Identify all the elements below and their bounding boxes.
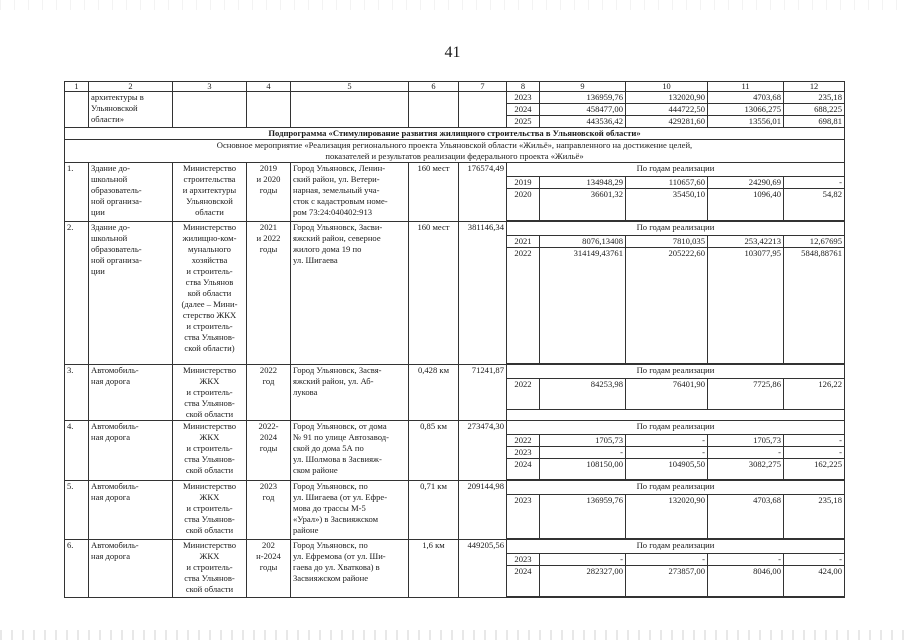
amount-cell: - xyxy=(708,554,784,566)
main-event-row xyxy=(65,140,845,163)
address: Город Ульяновск, по ул. Ефремова (от ул. Ши- гаева до ул. Хваткова) в Засвияжском районе xyxy=(291,540,409,598)
amount-cell: 36601,32 xyxy=(540,189,626,221)
amount-cell: 13556,01 xyxy=(708,116,784,128)
year-cell: 2024 xyxy=(507,566,540,597)
amount-cell: 132020,90 xyxy=(626,92,708,104)
by-years-label: По годам реализации xyxy=(507,222,845,236)
amount-cell: 162,225 xyxy=(784,459,845,480)
total-cost: 273474,30 xyxy=(459,421,507,481)
amount-cell: 424,00 xyxy=(784,566,845,597)
column-header: 5 xyxy=(291,82,409,92)
address: Город Ульяновск, Засвя- яжский район, ул. Аб- лукова xyxy=(291,365,409,421)
year-cell: 2022 xyxy=(507,435,540,447)
address: Город Ульяновск, Ленин- ский район, ул. Ветери- нарная, земельный уча- сток с кадастровым номе- ром 73:24:040402:913 xyxy=(291,163,409,222)
spacer-cell xyxy=(784,410,845,421)
address: Город Ульяновск, Засви- яжский район, северное жилого дома 19 по ул. Шигаева xyxy=(291,222,409,365)
by-years-label: По годам реализации xyxy=(507,365,845,379)
amount-cell: 84253,98 xyxy=(540,379,626,410)
amount-cell: 205222,60 xyxy=(626,248,708,364)
year-cell: 2024 xyxy=(507,104,540,116)
column-header: 1 xyxy=(65,82,89,92)
amount-cell: 1096,40 xyxy=(708,189,784,221)
customer-name: Министерство ЖКХ и строитель- ства Ульянов- ской области xyxy=(173,365,247,421)
amount-cell: 5848,88761 xyxy=(784,248,845,364)
table-cell xyxy=(65,92,89,128)
amount-cell: - xyxy=(784,554,845,566)
address: Город Ульяновск, по ул. Шигаева (от ул. Ефре- мова до трассы М-5 «Урал») в Засвияжском районе xyxy=(291,481,409,540)
amount-cell: 54,82 xyxy=(784,189,845,221)
amount-cell: 134948,29 xyxy=(540,177,626,189)
amount-cell: 1705,73 xyxy=(708,435,784,447)
object-name: архитектуры в Ульяновской области» xyxy=(89,92,173,128)
amount-cell: 8076,13408 xyxy=(540,236,626,248)
amount-cell: 1705,73 xyxy=(540,435,626,447)
spacer-cell xyxy=(507,410,540,421)
column-header: 11 xyxy=(708,82,784,92)
header-row xyxy=(65,82,845,92)
object-name: Автомобиль- ная дорога xyxy=(89,481,173,540)
column-header: 10 xyxy=(626,82,708,92)
amount-cell: 4703,68 xyxy=(708,92,784,104)
budget-table xyxy=(64,81,845,598)
amount-cell: - xyxy=(626,435,708,447)
amount-cell: 235,18 xyxy=(784,495,845,539)
amount-cell: 136959,76 xyxy=(540,92,626,104)
amount-cell: 443536,42 xyxy=(540,116,626,128)
item-number: 6. xyxy=(65,540,89,598)
amount-cell: - xyxy=(540,554,626,566)
spacer-cell xyxy=(784,597,845,598)
item-number: 3. xyxy=(65,365,89,421)
total-cost: 449205,56 xyxy=(459,540,507,598)
column-header: 6 xyxy=(409,82,459,92)
customer-name: Министерство ЖКХ и строитель- ства Ульянов- ской области xyxy=(173,481,247,540)
table-cell xyxy=(247,92,291,128)
item-row xyxy=(65,163,845,177)
object-name: Здание до- школьной образователь- ной организа- ции xyxy=(89,163,173,222)
object-name: Здание до- школьной образователь- ной организа- ции xyxy=(89,222,173,365)
column-header: 7 xyxy=(459,82,507,92)
customer-name: Министерство строительства и архитектуры Ульяновской области xyxy=(173,163,247,222)
table-body xyxy=(65,82,845,598)
spacer-cell xyxy=(626,410,708,421)
year-cell: 2025 xyxy=(507,116,540,128)
table-cell xyxy=(459,92,507,128)
spacer-cell xyxy=(540,410,626,421)
amount-cell: - xyxy=(708,447,784,459)
item-row xyxy=(65,421,845,435)
period: 202 н-2024 годы xyxy=(247,540,291,598)
amount-cell: - xyxy=(626,447,708,459)
column-header: 3 xyxy=(173,82,247,92)
by-years-label: По годам реализации xyxy=(507,540,845,554)
period: 2022- 2024 годы xyxy=(247,421,291,481)
amount-cell: - xyxy=(784,435,845,447)
year-cell: 2023 xyxy=(507,554,540,566)
capacity: 0,85 км xyxy=(409,421,459,481)
capacity: 0,428 км xyxy=(409,365,459,421)
amount-cell: 13066,275 xyxy=(708,104,784,116)
item-number: 2. xyxy=(65,222,89,365)
amount-cell: 3082,275 xyxy=(708,459,784,480)
amount-cell: 103077,95 xyxy=(708,248,784,364)
table-cell xyxy=(409,92,459,128)
item-row xyxy=(65,222,845,236)
period: 2023 год xyxy=(247,481,291,540)
year-cell: 2023 xyxy=(507,495,540,539)
total-cost: 71241,87 xyxy=(459,365,507,421)
year-cell: 2020 xyxy=(507,189,540,221)
amount-cell: 282327,00 xyxy=(540,566,626,597)
table-row xyxy=(65,92,845,104)
by-years-label: По годам реализации xyxy=(507,481,845,495)
year-cell: 2022 xyxy=(507,248,540,364)
period: 2021 и 2022 годы xyxy=(247,222,291,365)
page-number: 41 xyxy=(444,44,461,61)
amount-cell: - xyxy=(626,554,708,566)
amount-cell: 132020,90 xyxy=(626,495,708,539)
amount-cell: 458477,00 xyxy=(540,104,626,116)
spacer-cell xyxy=(708,597,784,598)
subprogram-title: Подпрограмма «Стимулирование развития жилищного строительства в Ульяновской области» xyxy=(65,128,845,140)
object-name: Автомобиль- ная дорога xyxy=(89,365,173,421)
total-cost: 209144,98 xyxy=(459,481,507,540)
capacity: 1,6 км xyxy=(409,540,459,598)
column-header: 4 xyxy=(247,82,291,92)
amount-cell: 8046,00 xyxy=(708,566,784,597)
amount-cell: - xyxy=(784,447,845,459)
year-cell: 2024 xyxy=(507,459,540,480)
spacer-cell xyxy=(540,597,626,598)
total-cost: 381146,34 xyxy=(459,222,507,365)
amount-cell: 4703,68 xyxy=(708,495,784,539)
year-cell: 2023 xyxy=(507,92,540,104)
amount-cell: - xyxy=(784,177,845,189)
amount-cell: 110657,60 xyxy=(626,177,708,189)
item-number: 4. xyxy=(65,421,89,481)
item-row xyxy=(65,481,845,495)
period: 2022 год xyxy=(247,365,291,421)
amount-cell: - xyxy=(540,447,626,459)
amount-cell: 104905,50 xyxy=(626,459,708,480)
total-cost: 176574,49 xyxy=(459,163,507,222)
amount-cell: 688,225 xyxy=(784,104,845,116)
amount-cell: 314149,43761 xyxy=(540,248,626,364)
customer-name: Министерство жилищно-ком- мунального хозяйства и строитель- ства Ульянов кой области (далее – Мини- стерство ЖКХ и строитель- ства Ульянов- ской области) xyxy=(173,222,247,365)
year-cell: 2019 xyxy=(507,177,540,189)
by-years-label: По годам реализации xyxy=(507,163,845,177)
amount-cell: 108150,00 xyxy=(540,459,626,480)
object-name: Автомобиль- ная дорога xyxy=(89,540,173,598)
amount-cell: 235,18 xyxy=(784,92,845,104)
table-cell xyxy=(173,92,247,128)
amount-cell: 35450,10 xyxy=(626,189,708,221)
item-row xyxy=(65,540,845,554)
capacity: 160 мест xyxy=(409,222,459,365)
spacer-cell xyxy=(507,597,540,598)
customer-name: Министерство ЖКХ и строитель- ства Ульянов- ской области xyxy=(173,421,247,481)
amount-cell: 126,22 xyxy=(784,379,845,410)
amount-cell: 136959,76 xyxy=(540,495,626,539)
amount-cell: 253,42213 xyxy=(708,236,784,248)
spacer-cell xyxy=(708,410,784,421)
item-number: 1. xyxy=(65,163,89,222)
amount-cell: 7810,035 xyxy=(626,236,708,248)
amount-cell: 7725,86 xyxy=(708,379,784,410)
column-header: 12 xyxy=(784,82,845,92)
column-header: 2 xyxy=(89,82,173,92)
by-years-label: По годам реализации xyxy=(507,421,845,435)
item-number: 5. xyxy=(65,481,89,540)
column-header: 9 xyxy=(540,82,626,92)
scan-edge-top xyxy=(0,0,905,10)
period: 2019 и 2020 годы xyxy=(247,163,291,222)
address: Город Ульяновск, от дома № 91 по улице Автозавод- ской до дома 5А по ул. Шолмова в Засвияж- ском районе xyxy=(291,421,409,481)
subprogram-row xyxy=(65,128,845,140)
item-row xyxy=(65,365,845,379)
year-cell: 2022 xyxy=(507,379,540,410)
table-cell xyxy=(291,92,409,128)
amount-cell: 698,81 xyxy=(784,116,845,128)
main-event-title: Основное мероприятие «Реализация регионального проекта Ульяновской области «Жильё», направленного на достижение целей, показателей и результатов реализации федерального проекта «Жильё» xyxy=(65,140,845,163)
object-name: Автомобиль- ная дорога xyxy=(89,421,173,481)
column-header: 8 xyxy=(507,82,540,92)
year-cell: 2021 xyxy=(507,236,540,248)
amount-cell: 429281,60 xyxy=(626,116,708,128)
amount-cell: 76401,90 xyxy=(626,379,708,410)
scan-edge-bottom xyxy=(0,630,905,640)
amount-cell: 444722,50 xyxy=(626,104,708,116)
amount-cell: 24290,69 xyxy=(708,177,784,189)
amount-cell: 273857,00 xyxy=(626,566,708,597)
customer-name: Министерство ЖКХ и строитель- ства Ульянов- ской области xyxy=(173,540,247,598)
year-cell: 2023 xyxy=(507,447,540,459)
amount-cell: 12,67695 xyxy=(784,236,845,248)
spacer-cell xyxy=(626,597,708,598)
capacity: 0,71 км xyxy=(409,481,459,540)
capacity: 160 мест xyxy=(409,163,459,222)
